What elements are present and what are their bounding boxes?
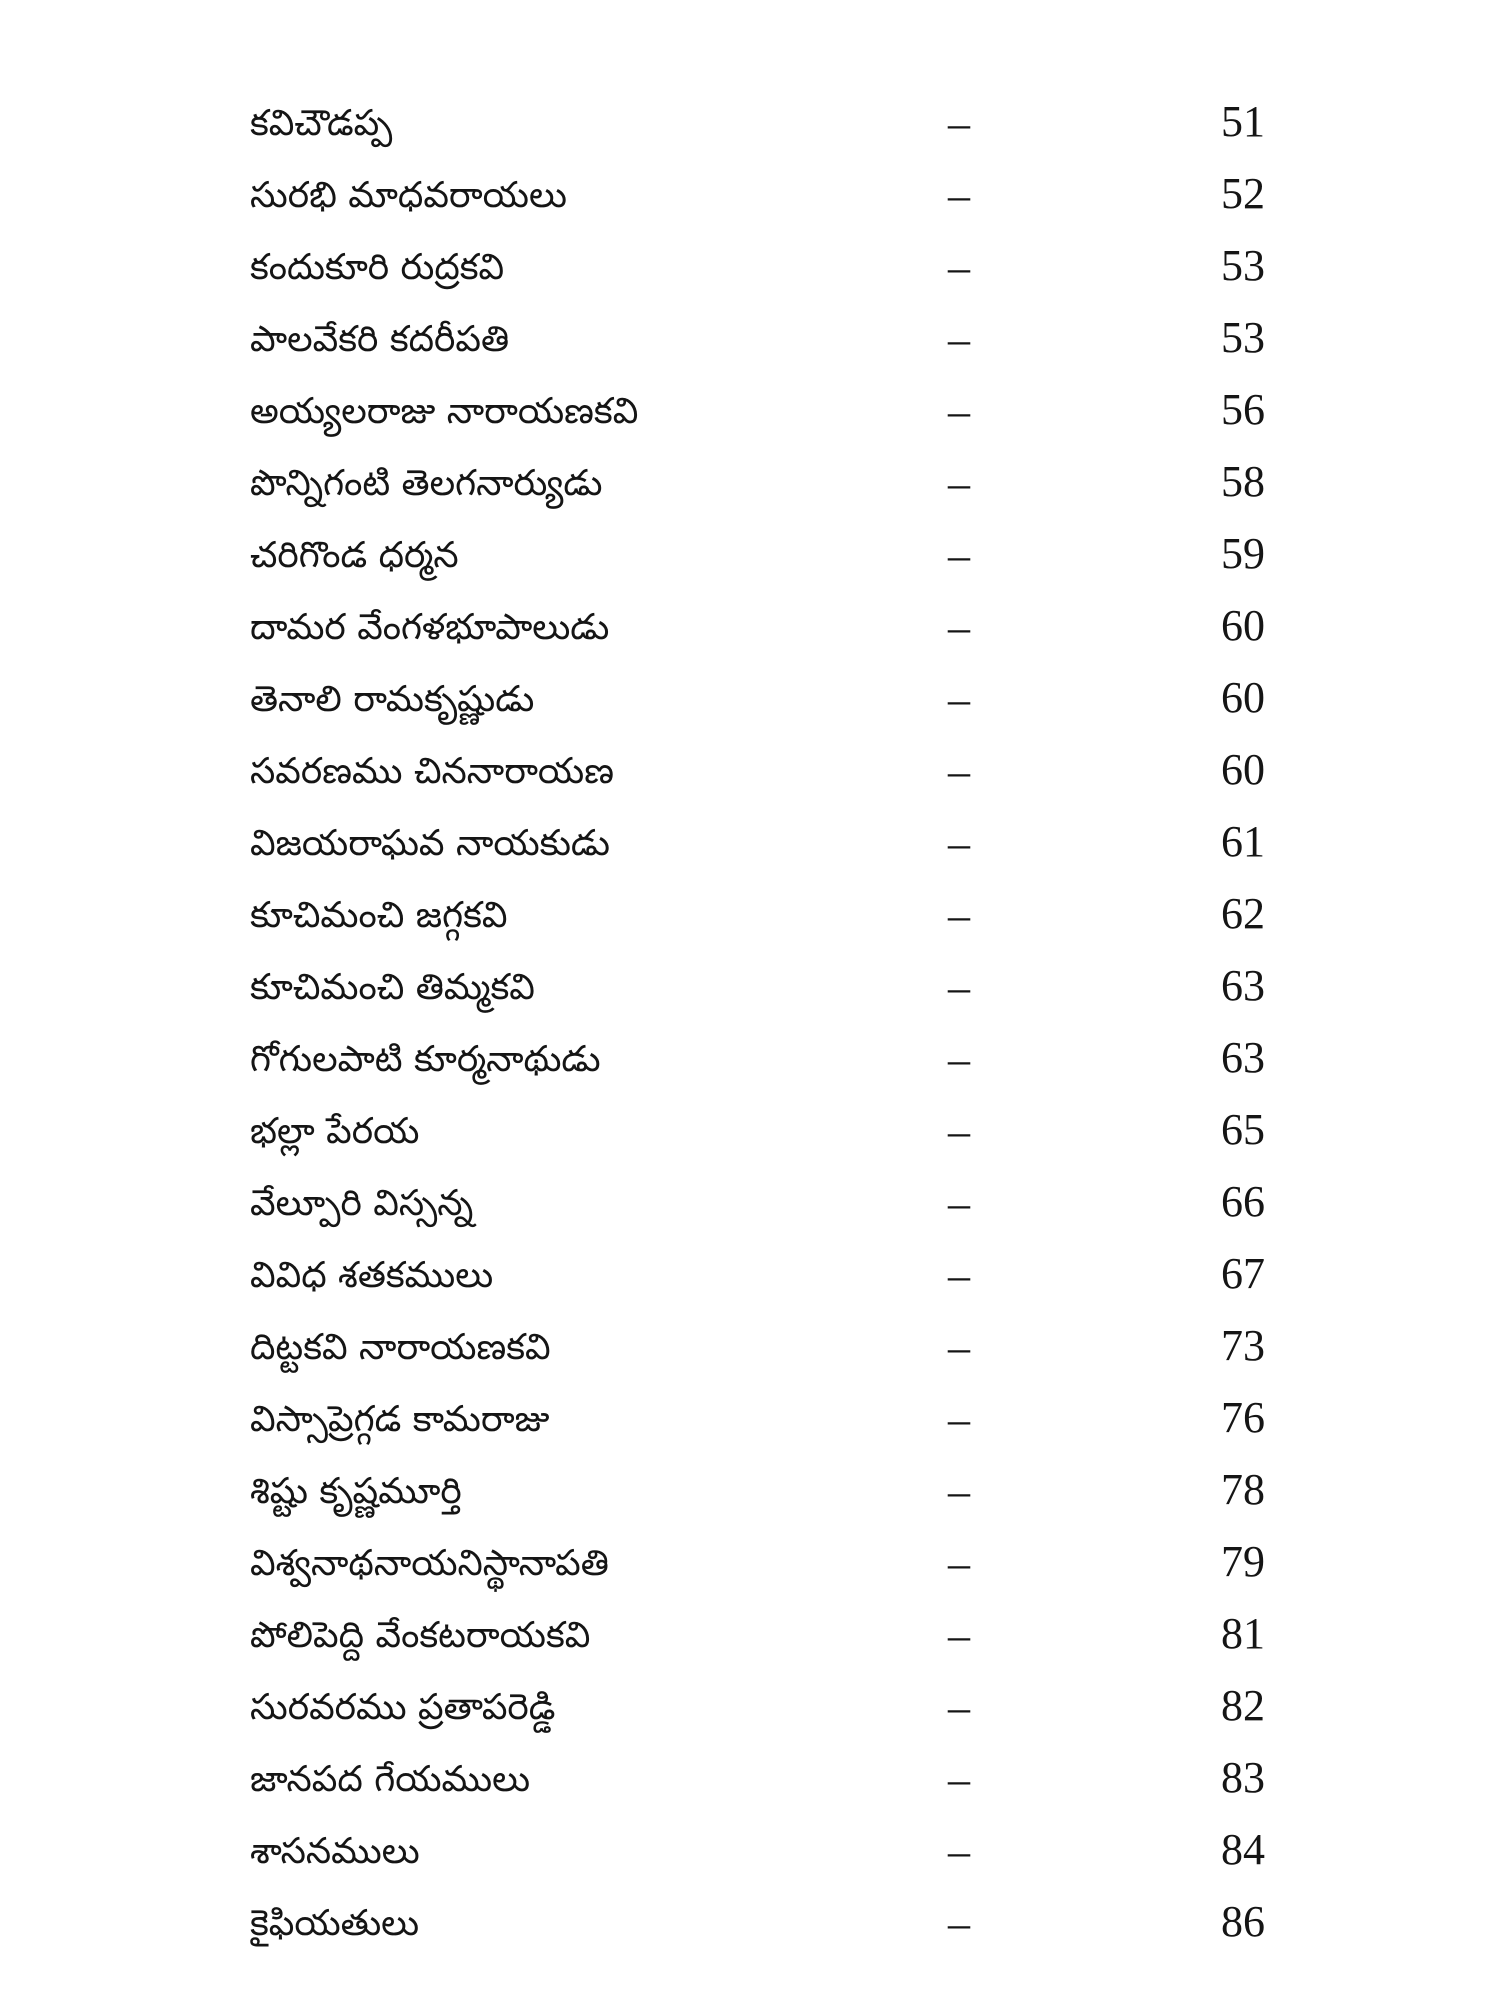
toc-entry xyxy=(0,1390,1500,1462)
toc-entry-page-number: 66 xyxy=(1221,1177,1265,1226)
toc-entry-page-number: 78 xyxy=(1221,1465,1265,1514)
toc-entry-title: శాసనములు xyxy=(250,1831,420,1872)
toc-entry-title: సురవరము ప్రతాపరెడ్డి xyxy=(250,1687,556,1728)
toc-entry-page-number: 53 xyxy=(1221,313,1265,362)
toc-entry-dash: – xyxy=(948,1179,970,1228)
toc-entry xyxy=(0,1174,1500,1246)
toc-entry xyxy=(0,814,1500,886)
toc-entry-title: చరిగొండ ధర్మన xyxy=(250,535,459,576)
toc-entry-dash: – xyxy=(948,1539,970,1588)
toc-entry-dash: – xyxy=(948,603,970,652)
toc-entry xyxy=(0,454,1500,526)
toc-entry-dash: – xyxy=(948,531,970,580)
toc-entry xyxy=(0,94,1500,166)
toc-entry-page-number: 61 xyxy=(1221,817,1265,866)
toc-entry xyxy=(0,382,1500,454)
toc-entry-title: గోగులపాటి కూర్మనాథుడు xyxy=(250,1039,601,1080)
toc-entry xyxy=(0,958,1500,1030)
toc-entry xyxy=(0,1606,1500,1678)
toc-entry-page-number: 81 xyxy=(1221,1609,1265,1658)
toc-entry-page-number: 79 xyxy=(1221,1537,1265,1586)
toc-entry-title: సురభి మాధవరాయలు xyxy=(250,175,567,216)
toc-entry-page-number: 73 xyxy=(1221,1321,1265,1370)
toc-entry-title: కందుకూరి రుద్రకవి xyxy=(250,247,505,288)
toc-entry-page-number: 63 xyxy=(1221,1033,1265,1082)
toc-entry-page-number: 51 xyxy=(1221,97,1265,146)
toc-entry-title: తెనాలి రామకృష్ణుడు xyxy=(250,679,535,720)
toc-entry xyxy=(0,526,1500,598)
toc-entry-title: కూచిమంచి తిమ్మకవి xyxy=(250,967,535,1008)
toc-entry xyxy=(0,598,1500,670)
toc-entry xyxy=(0,166,1500,238)
toc-entry-title: వేల్పూరి విస్సన్న xyxy=(250,1183,474,1224)
toc-entry-title: శిష్టు కృష్ణమూర్తి xyxy=(250,1471,462,1512)
toc-entry-dash: – xyxy=(948,891,970,940)
toc-entry-title: పోలిపెద్ది వేంకటరాయకవి xyxy=(250,1615,591,1656)
toc-entry-title: విస్సాప్రెగ్గడ కామరాజు xyxy=(250,1399,550,1440)
toc-entry xyxy=(0,1246,1500,1318)
toc-entry xyxy=(0,1750,1500,1822)
toc-entry-page-number: 63 xyxy=(1221,961,1265,1010)
toc-entry-dash: – xyxy=(948,1323,970,1372)
toc-entry-page-number: 84 xyxy=(1221,1825,1265,1874)
toc-entry xyxy=(0,1822,1500,1894)
toc-entry-dash: – xyxy=(948,171,970,220)
toc-entry-dash: – xyxy=(948,243,970,292)
toc-entry xyxy=(0,1318,1500,1390)
toc-entry xyxy=(0,1102,1500,1174)
toc-entry-title: అయ్యలరాజు నారాయణకవి xyxy=(250,391,639,432)
toc-entry-dash: – xyxy=(948,1683,970,1732)
toc-entry-title: కూచిమంచి జగ్గకవి xyxy=(250,895,508,936)
toc-entry-page-number: 60 xyxy=(1221,601,1265,650)
toc-entry-dash: – xyxy=(948,1395,970,1444)
toc-entry xyxy=(0,238,1500,310)
toc-entry-page-number: 59 xyxy=(1221,529,1265,578)
toc-entry-page-number: 52 xyxy=(1221,169,1265,218)
toc-entry-title: సవరణము చిననారాయణ xyxy=(250,751,614,792)
toc-entry-dash: – xyxy=(948,819,970,868)
toc-entry-title: వివిధ శతకములు xyxy=(250,1255,494,1296)
table-of-contents xyxy=(0,94,1500,1966)
toc-entry-dash: – xyxy=(948,1755,970,1804)
toc-entry-page-number: 82 xyxy=(1221,1681,1265,1730)
toc-entry-dash: – xyxy=(948,1467,970,1516)
toc-entry-dash: – xyxy=(948,315,970,364)
toc-entry-dash: – xyxy=(948,1107,970,1156)
toc-entry-title: పొన్నిగంటి తెలగనార్యుడు xyxy=(250,463,603,504)
toc-entry-page-number: 86 xyxy=(1221,1897,1265,1946)
toc-entry-page-number: 53 xyxy=(1221,241,1265,290)
toc-entry-page-number: 58 xyxy=(1221,457,1265,506)
toc-entry-title: విశ్వనాథనాయనిస్థానాపతి xyxy=(250,1543,609,1584)
toc-entry-dash: – xyxy=(948,99,970,148)
toc-entry-title: భల్లా పేరయ xyxy=(250,1111,420,1152)
toc-entry-title: విజయరాఘవ నాయకుడు xyxy=(250,823,610,864)
toc-entry-dash: – xyxy=(948,387,970,436)
toc-entry xyxy=(0,1462,1500,1534)
toc-entry-page-number: 67 xyxy=(1221,1249,1265,1298)
toc-entry xyxy=(0,310,1500,382)
toc-entry-dash: – xyxy=(948,675,970,724)
toc-entry xyxy=(0,670,1500,742)
toc-entry xyxy=(0,886,1500,958)
toc-entry-page-number: 83 xyxy=(1221,1753,1265,1802)
toc-entry-title: దామర వేంగళభూపాలుడు xyxy=(250,607,610,648)
toc-entry-title: పాలవేకరి కదరీపతి xyxy=(250,319,510,360)
toc-entry-page-number: 60 xyxy=(1221,745,1265,794)
toc-entry-title: జానపద గేయములు xyxy=(250,1759,531,1800)
toc-entry-dash: – xyxy=(948,1251,970,1300)
toc-entry-page-number: 60 xyxy=(1221,673,1265,722)
toc-entry-dash: – xyxy=(948,459,970,508)
toc-entry-dash: – xyxy=(948,1611,970,1660)
toc-entry-page-number: 76 xyxy=(1221,1393,1265,1442)
toc-entry-dash: – xyxy=(948,747,970,796)
toc-entry-page-number: 65 xyxy=(1221,1105,1265,1154)
toc-entry xyxy=(0,1894,1500,1966)
toc-entry xyxy=(0,1534,1500,1606)
toc-entry-dash: – xyxy=(948,963,970,1012)
toc-entry xyxy=(0,742,1500,814)
toc-entry-dash: – xyxy=(948,1035,970,1084)
toc-entry xyxy=(0,1030,1500,1102)
toc-entry-title: దిట్టకవి నారాయణకవి xyxy=(250,1327,551,1368)
toc-entry-page-number: 62 xyxy=(1221,889,1265,938)
toc-entry-dash: – xyxy=(948,1899,970,1948)
toc-entry-title: కైఫియతులు xyxy=(250,1903,420,1944)
toc-entry-dash: – xyxy=(948,1827,970,1876)
toc-entry xyxy=(0,1678,1500,1750)
toc-entry-title: కవిచౌడప్ప xyxy=(250,103,393,144)
toc-entry-page-number: 56 xyxy=(1221,385,1265,434)
